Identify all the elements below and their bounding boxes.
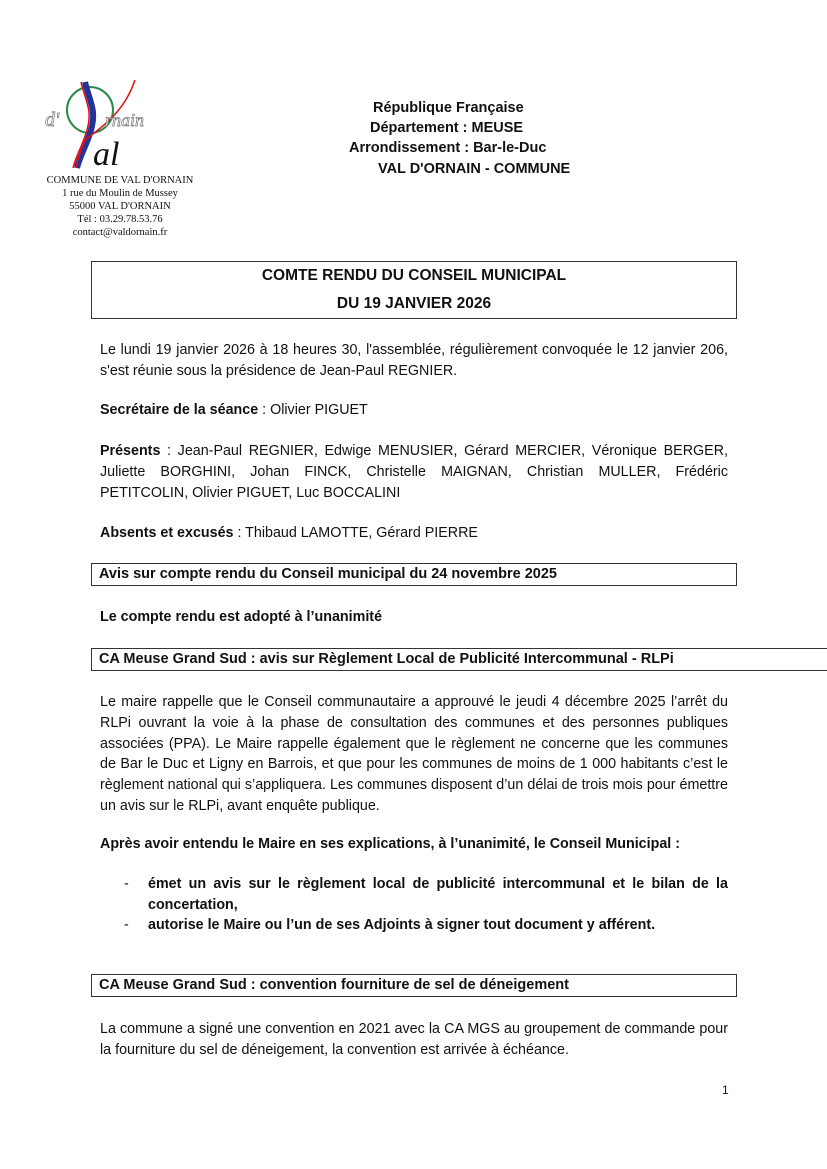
bullet-dash: -	[124, 876, 129, 892]
address-line: contact@valdornain.fr	[72, 227, 168, 238]
commune-logo	[45, 80, 165, 170]
commune-address	[20, 174, 220, 239]
header-arrondissement: Arrondissement : Bar-le-Duc	[349, 140, 547, 156]
section-heading: CA Meuse Grand Sud : avis sur Règlement Local de Publicité Intercommunal - RLPi	[91, 648, 827, 671]
present-label: Présents	[100, 443, 161, 459]
intro-paragraph: Le lundi 19 janvier 2026 à 18 heures 30, l'assemblée, régulièrement convoquée le 12 janvier 206, s'est réunie sous la présidence de Jean-Paul REGNIER.	[100, 342, 728, 379]
bullet-dash: -	[124, 917, 129, 933]
section-body: La commune a signé une convention en 2021 avec la CA MGS au groupement de commande pour la fourniture du sel de déneigement, la convention est arrivée à échéance.	[100, 1021, 728, 1058]
section-decision: Après avoir entendu le Maire en ses explications, à l’unanimité, le Conseil Municipal :	[100, 836, 680, 852]
section-heading: CA Meuse Grand Sud : convention fourniture de sel de déneigement	[91, 974, 737, 997]
header-commune: VAL D'ORNAIN - COMMUNE	[378, 161, 571, 177]
secretary-value: : Olivier PIGUET	[258, 402, 368, 418]
page-number: 1	[722, 1083, 729, 1097]
address-line: 1 rue du Moulin de Mussey	[62, 188, 178, 199]
absent-label: Absents et excusés	[100, 525, 234, 541]
section-heading: Avis sur compte rendu du Conseil municipal du 24 novembre 2025	[91, 563, 737, 586]
page-title: COMTE RENDU DU CONSEIL MUNICIPAL	[261, 267, 567, 284]
svg-text:al: al	[93, 136, 120, 170]
address-line: 55000 VAL D'ORNAIN	[69, 201, 171, 212]
header-department: Département : MEUSE	[370, 120, 524, 136]
bullet-item: émet un avis sur le règlement local de publicité intercommunal et le bilan de la concertation,	[148, 876, 728, 913]
svg-text:rnain: rnain	[105, 110, 145, 130]
present-line	[100, 441, 728, 503]
absent-line	[100, 523, 728, 544]
address-line: COMMUNE DE VAL D'ORNAIN	[46, 175, 194, 186]
page-subtitle: DU 19 JANVIER 2026	[336, 295, 492, 312]
secretary-label: Secrétaire de la séance	[100, 402, 259, 418]
absent-value: : Thibaud LAMOTTE, Gérard PIERRE	[233, 525, 478, 541]
present-value: : Jean-Paul REGNIER, Edwige MENUSIER, Gérard MERCIER, Véronique BERGER, Juliette BORGHINI, Johan FINCK, Christelle MAIGNAN, Christian MULLER, Frédéric PETITCOLIN, Olivier PIGUET, Luc BOCCALINI	[100, 443, 728, 501]
bullet-item: autorise le Maire ou l’un de ses Adjoints à signer tout document y afférent.	[148, 917, 656, 933]
title-box	[91, 261, 737, 319]
address-line: Tél : 03.29.78.53.76	[77, 214, 163, 225]
svg-text:d': d'	[45, 109, 60, 131]
section-body: Le maire rappelle que le Conseil communautaire a approuvé le jeudi 4 décembre 2025 l’arrêt du RLPi ouvrant la voie à la phase de consultation des communes et des personnes publiques associées (PPA). Le Maire rappelle également que le règlement ne concerne que les communes de Bar le Duc et Ligny en Barrois, et que pour les communes de moins de 1 000 habitants c’est le règlement national qui s’appliquera. Les communes disposent d’un délai de trois mois pour émettre un avis sur le RLPi, avant enquête publique.	[100, 694, 728, 814]
header-republic: République Française	[373, 100, 524, 116]
secretary-line	[100, 400, 728, 421]
section-result: Le compte rendu est adopté à l’unanimité	[100, 609, 383, 625]
